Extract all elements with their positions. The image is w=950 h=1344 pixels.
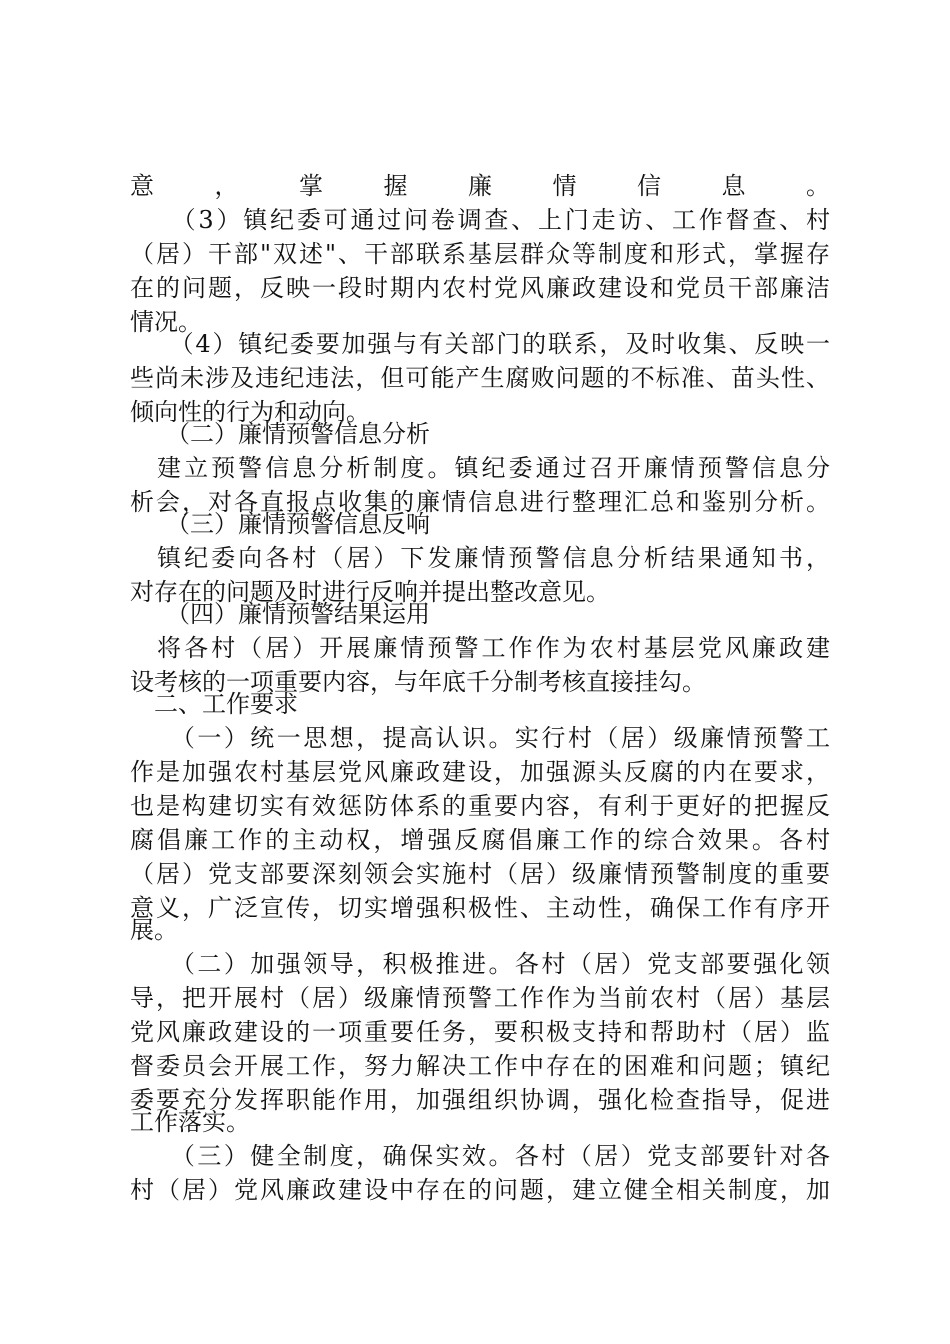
section-heading: （四）廉情预警结果运用 [130,600,430,628]
text-line: （一）统一思想，提高认识。实行村（居）级廉情预警工 [130,724,830,752]
text-line: 镇纪委向各村（居）下发廉情预警信息分析结果通知书， [130,544,830,572]
text-line: 倾向性的行为和动向。 [130,398,370,426]
text-line: 设考核的一项重要内容，与年底千分制考核直接挂勾。 [130,668,706,696]
text-line: （二）加强领导，积极推进。各村（居）党支部要强化领 [130,950,830,978]
text-line: 展。 [130,916,178,944]
text-line: 建立预警信息分析制度。镇纪委通过召开廉情预警信息分 [130,454,830,482]
text-line: 委要充分发挥职能作用，加强组织协调，强化检查指导，促进 [130,1086,830,1114]
text-line: 析会，对各直报点收集的廉情信息进行整理汇总和鉴别分析。 [130,488,830,516]
text-line: （4）镇纪委要加强与有关部门的联系，及时收集、反映一 [130,330,830,358]
section-heading: （二）廉情预警信息分析 [130,420,430,448]
text-line: （居）干部"双述"、干部联系基层群众等制度和形式，掌握存 [130,240,830,268]
text-line: 村（居）党风廉政建设中存在的问题，建立健全相关制度，加 [130,1176,830,1204]
text-line: （三）健全制度，确保实效。各村（居）党支部要针对各 [130,1142,830,1170]
text-line: 情况。 [130,308,202,336]
text-line: 些尚未涉及违纪违法，但可能产生腐败问题的不标准、苗头性、 [130,364,830,392]
text-line: 将各村（居）开展廉情预警工作作为农村基层党风廉政建 [130,634,830,662]
section-heading: 二、工作要求 [130,690,298,718]
text-line: 也是构建切实有效惩防体系的重要内容，有利于更好的把握反 [130,792,830,820]
text-line: （居）党支部要深刻领会实施村（居）级廉情预警制度的重要 [130,860,830,888]
text-line: 工作落实。 [130,1108,250,1136]
text-line: 腐倡廉工作的主动权，增强反腐倡廉工作的综合效果。各村 [130,826,830,854]
text-line: 意义，广泛宣传，切实增强积极性、主动性，确保工作有序开 [130,894,830,922]
section-heading: （三）廉情预警信息反响 [130,510,430,538]
text-line: 在的问题，反映一段时期内农村党风廉政建设和党员干部廉洁 [130,274,830,302]
text-line: 意，掌握廉情信息。 [130,172,830,200]
text-line: 督委员会开展工作，努力解决工作中存在的困难和问题；镇纪 [130,1052,830,1080]
text-line: 对存在的问题及时进行反响并提出整改意见。 [130,578,610,606]
text-line: （3）镇纪委可通过问卷调查、上门走访、工作督查、村 [130,206,830,234]
text-line: 导，把开展村（居）级廉情预警工作作为当前农村（居）基层 [130,984,830,1012]
text-line: 党风廉政建设的一项重要任务，要积极支持和帮助村（居）监 [130,1018,830,1046]
text-line: 作是加强农村基层党风廉政建设，加强源头反腐的内在要求， [130,758,830,786]
